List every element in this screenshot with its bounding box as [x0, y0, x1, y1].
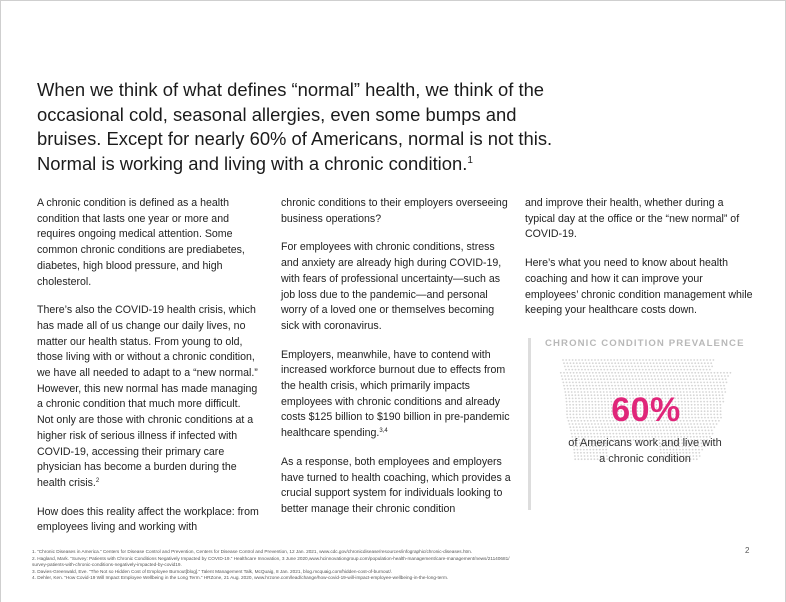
footnote-ref-2[interactable]: 2 — [95, 477, 100, 484]
footnote: survey-patients-with-chronic-conditions-negatively-impacted-by-covid19. — [32, 562, 182, 568]
footnotes — [32, 549, 732, 582]
paragraph — [37, 303, 259, 491]
page-top-border — [0, 0, 786, 1]
footnote: 2. Hagland, Mark. “Survey: Patients with Chronic Conditions Negatively Impacted by COVID-19.” Healthcare Innovation, 3 June 2020,www.hcinnovationgroup.com/population-health-management/care-management/news/21140681/ — [32, 555, 510, 561]
intro-heading — [37, 78, 577, 176]
page-number: 2 — [745, 546, 750, 555]
footnote: 1. “Chronic Diseases in America.” Centers for Disease Control and Prevention, Centers for Disease Control and Prevention, 12 Jan. 2021, www.cdc.gov/chronicdisease/resources/infographic/chronic-diseases.htm. — [32, 549, 473, 554]
prevalence-callout — [528, 338, 761, 510]
paragraph: As a response, both employees and employers have turned to health coaching, which provides a crucial support system for individuals looking to better manage their chronic condition — [281, 455, 511, 515]
paragraph: and improve their health, whether during a typical day at the office or the “new normal” of COVID-19. — [525, 197, 740, 241]
paragraph: Here’s what you need to know about health coaching and how it can improve your employees’ chronic condition management while keeping your healthcare costs down. — [525, 257, 753, 317]
text-column-3 — [525, 196, 755, 332]
paragraph — [281, 348, 511, 442]
paragraph-text: There’s also the COVID-19 health crisis, which has made all of us change our daily lives, no matter our health status. From young to old, those living with or without a chronic condition, we have all needed to adapt to a “new normal.” However, this new normal has made managing a chronic condition that much more difficult. Not only are those with chronic conditions at a higher risk of serious illness if infected with COVID-19, accessing their primary care physician has become a burden during the health crisis. — [37, 304, 258, 489]
paragraph: A chronic condition is defined as a health condition that lasts one year or more and requires ongoing medical attention. Some common chronic conditions are prediabetes, diabetes, high blood pressure, and high cholesterol. — [37, 197, 245, 288]
footnote-ref-3-4[interactable]: 3,4 — [379, 428, 388, 435]
page-left-border — [0, 0, 1, 602]
paragraph-text: Employers, meanwhile, have to contend with increased workforce burnout due to effects from the health crisis, which primarily impacts employees with chronic conditions and already costs $125 billion to $190 billion in pre-pandemic healthcare spending. — [281, 348, 510, 440]
callout-title: CHRONIC CONDITION PREVALENCE — [545, 338, 745, 349]
text-column-1 — [37, 196, 259, 549]
paragraph: chronic conditions to their employers overseeing business operations? — [281, 197, 508, 225]
paragraph: How does this reality affect the workplace: from employees living and working with — [37, 505, 259, 534]
footnote: 3. Davies-Greenwald, Eve. “The Not so Hidden Cost of Employee Burnout[blog].” Talent Management Talk, McQuaig, 8 Jan. 2021, blog.mcquaig.com/hidden-cost-of-burnout/. — [32, 568, 393, 574]
prevalence-percent: 60% — [611, 391, 681, 429]
paragraph: For employees with chronic conditions, stress and anxiety are already high during COVID-19, with fears of professional uncertainty—such as job loss due to the pandemic—and personal worry of a loved one or themselves becoming sick with coronavirus. — [281, 241, 502, 332]
text-column-2 — [281, 196, 511, 531]
footnote: 4. Dehler, Ken. “How Covid-19 Will Impact Employee Wellbeing in the Long Term.” HRZone, 21 Aug. 2020, www.hrzone.com/lead/change/how-covid-19-will-impact-employee-wellbeing-in-the-long-term. — [32, 575, 449, 581]
intro-text: When we think of what defines “normal” health, we think of the occasional cold, seasonal allergies, even some bumps and bruises. Except for nearly 60% of Americans, normal is not this. Normal is working and living with a chronic condition. — [37, 79, 553, 174]
footnote-ref-1[interactable]: 1 — [467, 154, 473, 166]
prevalence-description: of Americans work and live with a chronic condition — [568, 437, 722, 465]
